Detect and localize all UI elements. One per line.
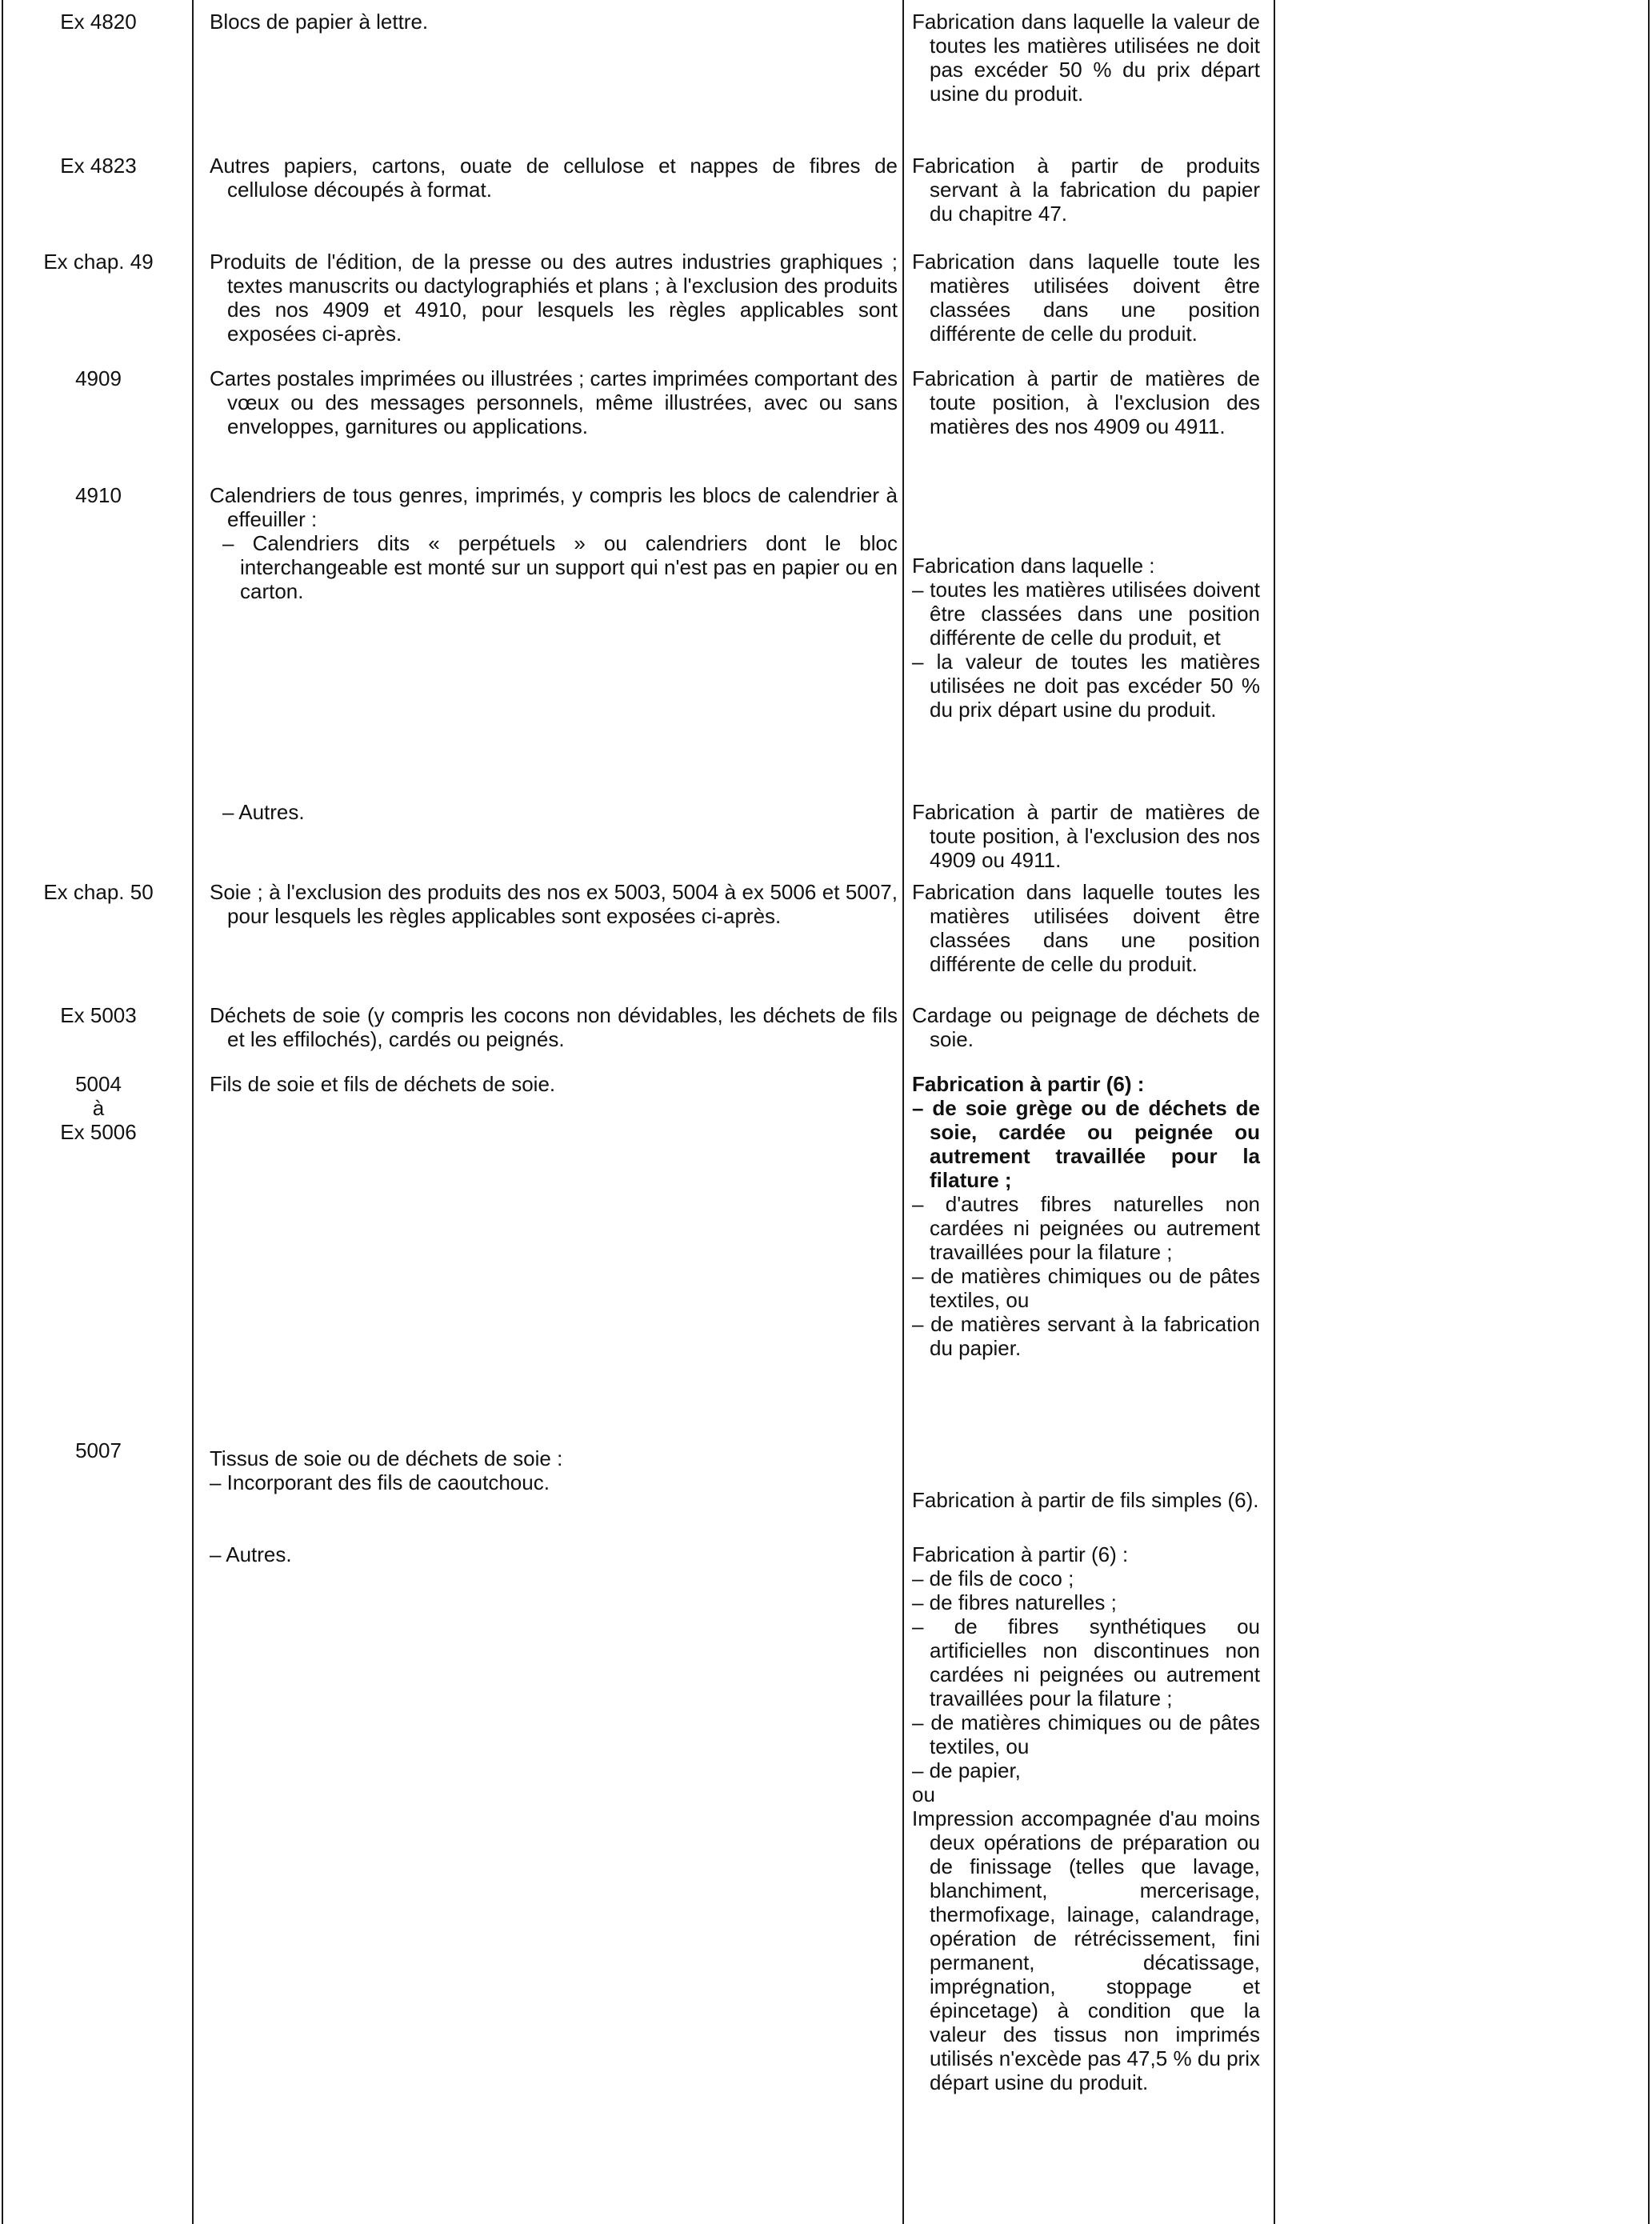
rule-text: – d'autres fibres naturelles non cardées ni peignées ou autrement travaillées pour la filature ; — [912, 1192, 1260, 1264]
rule-text: – de matières servant à la fabrication du papier. — [912, 1312, 1260, 1360]
description-text: Autres papiers, cartons, ouate de cellulose et nappes de fibres de cellulose découpés à format. — [210, 154, 898, 202]
rule-cell — [912, 1542, 1260, 2094]
rule-cell — [912, 1003, 1260, 1051]
description-cell: Fils de soie et fils de déchets de soie. — [210, 1072, 556, 1096]
rule-text: – de soie grège ou de déchets de soie, cardée ou peignée ou autrement travaillée pour la filature ; — [912, 1096, 1260, 1192]
description-cell — [210, 366, 898, 438]
table-right-border — [1648, 0, 1650, 2224]
rule-cell — [912, 1488, 1260, 1512]
code-cell: Ex 4820 — [60, 10, 137, 34]
rule-cell — [912, 366, 1260, 438]
code-cell — [6, 1072, 190, 1144]
code-cell: Ex chap. 50 — [43, 880, 154, 904]
rule-text: – la valeur de toutes les matières utilisées ne doit pas excéder 50 % du prix départ usine du produit. — [912, 650, 1260, 722]
rule-text: – toutes les matières utilisées doivent être classées dans une position différente de celle du produit, et — [912, 578, 1260, 650]
rule-text: Cardage ou peignage de déchets de soie. — [912, 1003, 1260, 1051]
rule-text: – de matières chimiques ou de pâtes textiles, ou — [912, 1710, 1260, 1758]
rule-cell — [912, 1072, 1260, 1360]
rule-text: Fabrication à partir (6) : — [912, 1072, 1145, 1096]
sub-item-text: – Calendriers dits « perpétuels » ou calendriers dont le bloc interchangeable est monté sur un support qui n'est pas en papier ou en carton. — [222, 531, 898, 603]
rule-cell — [912, 154, 1260, 226]
rule-cell — [912, 880, 1260, 976]
description-text: Tissus de soie ou de déchets de soie : — [210, 1446, 563, 1470]
table-left-border — [2, 0, 3, 2224]
column-divider-desc — [902, 0, 904, 2224]
column-divider-rule — [1274, 0, 1275, 2224]
rule-text: Fabrication à partir (6) : — [912, 1542, 1129, 1566]
description-cell: Blocs de papier à lettre. — [210, 10, 429, 34]
code-text: Ex 5006 — [60, 1120, 137, 1144]
code-cell: 5007 — [75, 1438, 122, 1462]
rule-cell — [912, 250, 1260, 346]
rule-text: – de fils de coco ; — [912, 1566, 1074, 1590]
rule-text: Fabrication dans laquelle la valeur de toutes les matières utilisées ne doit pas excéder 50 % du prix départ usine du produit. — [912, 10, 1260, 106]
rule-cell — [912, 554, 1260, 722]
description-cell — [210, 1446, 898, 1494]
code-cell: Ex 5003 — [60, 1003, 137, 1027]
sub-item-text: – Autres. — [222, 800, 305, 824]
column-divider-code — [192, 0, 194, 2224]
rule-text: Fabrication dans laquelle toute les matières utilisées doivent être classées dans une position différente de celle du produit. — [912, 250, 1260, 346]
rule-text: – de papier, — [912, 1758, 1021, 1782]
rule-text: ou — [912, 1782, 935, 1806]
rule-text: Impression accompagnée d'au moins deux opérations de préparation ou de finissage (telles que lavage, blanchiment, mercerisage, thermofixage, lainage, calandrage, opération de rétrécissement, fini permanent, décatissage, imprégnation, stoppage et épincetage) à condition que la valeur des tissus non imprimés utilisés n'excède pas 47,5 % du prix départ usine du produit. — [912, 1806, 1260, 2094]
rule-cell — [912, 10, 1260, 106]
code-text: 5004 — [75, 1072, 122, 1096]
code-cell: Ex 4823 — [60, 154, 137, 178]
code-cell: Ex chap. 49 — [43, 250, 154, 274]
rule-text: – de fibres synthétiques ou artificielles non discontinues non cardées ni peignées ou autrement travaillées pour la filature ; — [912, 1614, 1260, 1710]
sub-item-text: – Autres. — [210, 1542, 292, 1566]
code-text: à — [92, 1096, 105, 1120]
description-text: Produits de l'édition, de la presse ou des autres industries graphiques ; textes manuscrits ou dactylographiés et plans ; à l'exclusion des produits des nos 4909 et 4910, pour lesquels les règles applicables sont exposées ci-après. — [210, 250, 898, 346]
rule-text: Fabrication dans laquelle toutes les matières utilisées doivent être classées dans une position différente de celle du produit. — [912, 880, 1260, 976]
description-text: Soie ; à l'exclusion des produits des nos ex 5003, 5004 à ex 5006 et 5007, pour lesquels les règles applicables sont exposées ci-après. — [210, 880, 898, 928]
description-text: Calendriers de tous genres, imprimés, y compris les blocs de calendrier à effeuiller : — [210, 483, 898, 531]
rule-cell — [912, 800, 1260, 872]
description-text: Déchets de soie (y compris les cocons non dévidables, les déchets de fils et les effilochés), cardés ou peignés. — [210, 1003, 898, 1051]
code-cell: 4909 — [75, 366, 122, 390]
sub-item-text: – Incorporant des fils de caoutchouc. — [210, 1470, 550, 1494]
rule-text: Fabrication à partir de fils simples (6). — [912, 1488, 1259, 1512]
rule-text: Fabrication dans laquelle : — [912, 554, 1155, 578]
description-cell — [210, 483, 898, 603]
rule-text: Fabrication à partir de produits servant à la fabrication du papier du chapitre 47. — [912, 154, 1260, 226]
description-text: Cartes postales imprimées ou illustrées ; cartes imprimées comportant des vœux ou des messages personnels, même illustrées, avec ou sans enveloppes, garnitures ou applications. — [210, 366, 898, 438]
description-cell — [210, 1003, 898, 1051]
description-cell — [210, 800, 898, 824]
description-cell — [210, 250, 898, 346]
description-cell — [210, 880, 898, 928]
rule-text: – de fibres naturelles ; — [912, 1590, 1117, 1614]
rule-text: – de matières chimiques ou de pâtes textiles, ou — [912, 1264, 1260, 1312]
rule-text: Fabrication à partir de matières de toute position, à l'exclusion des matières des nos 4909 ou 4911. — [912, 366, 1260, 438]
code-cell: 4910 — [75, 483, 122, 507]
description-cell — [210, 1542, 898, 1566]
rule-text: Fabrication à partir de matières de toute position, à l'exclusion des nos 4909 ou 4911. — [912, 800, 1260, 872]
description-cell — [210, 154, 898, 202]
